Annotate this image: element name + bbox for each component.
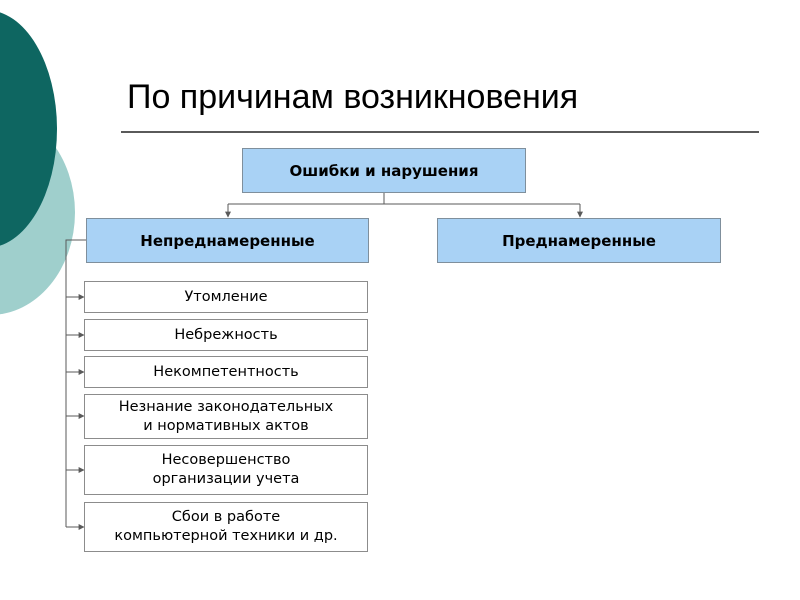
cause-label: Утомление: [184, 288, 268, 305]
slide-title: По причинам возникновения: [127, 78, 579, 116]
branch-node-intentional: [437, 218, 721, 263]
cause-node: [84, 502, 368, 552]
branch-label-unintentional: Непреднамеренные: [140, 231, 315, 250]
cause-node: [84, 356, 368, 388]
children-spine-line: [66, 240, 86, 527]
branch-node-unintentional: [86, 218, 369, 263]
cause-node: [84, 394, 368, 439]
cause-label: Незнание законодательных и нормативных актов: [118, 398, 334, 434]
cause-node: [84, 319, 368, 351]
cause-label: Некомпетентность: [153, 363, 299, 380]
root-node: [242, 148, 526, 193]
root-node-label: Ошибки и нарушения: [289, 161, 479, 180]
cause-label: Небрежность: [174, 326, 278, 343]
cause-node: [84, 281, 368, 313]
cause-label: Сбои в работе компьютерной техники и др.: [114, 509, 338, 544]
cause-label: Несовершенство организации учета: [152, 452, 300, 487]
branch-label-intentional: Преднамеренные: [502, 231, 656, 250]
cause-node: [84, 445, 368, 495]
